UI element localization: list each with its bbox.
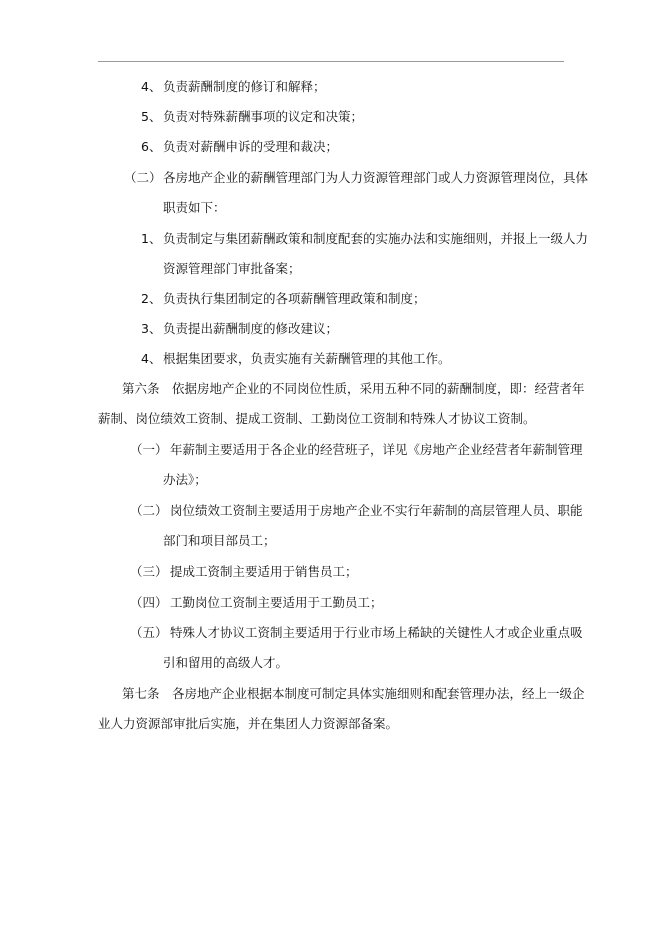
item-text: 负责提出薪酬制度的修改建议； xyxy=(163,321,339,336)
item-text: 岗位绩效工资制主要适用于房地产企业不实行年薪制的高层管理人员、职能 xyxy=(170,503,583,518)
item-text: 特殊人才协议工资制主要适用于行业市场上稀缺的关键性人才或企业重点吸 xyxy=(170,625,583,640)
item-number: 4、 xyxy=(141,79,162,94)
item-number: （五） xyxy=(130,625,168,640)
item-text: 负责薪酬制度的修订和解释； xyxy=(163,79,326,94)
item-text-cont: 资源管理部门审批备案； xyxy=(163,261,301,276)
section-text: 各房地产企业的薪酬管理部门为人力资源管理部门或人力资源管理岗位，具体 xyxy=(163,170,589,185)
item-number: 6、 xyxy=(141,139,162,154)
item-text: 负责制定与集团薪酬政策和制度配套的实施办法和实施细则，并报上一级人力 xyxy=(163,231,589,246)
item-text-cont: 办法》； xyxy=(163,472,207,487)
item-number: （三） xyxy=(130,564,168,579)
article-7-text-cont: 业人力资源部审批后实施，并在集团人力资源部备案。 xyxy=(98,716,399,731)
item-text: 负责对薪酬申诉的受理和裁决； xyxy=(163,139,339,154)
section-number: （二） xyxy=(124,170,162,185)
item-number: （四） xyxy=(130,595,168,610)
item-text: 负责执行集团制定的各项薪酬管理政策和制度； xyxy=(163,291,426,306)
item-text-cont: 部门和项目部员工； xyxy=(163,533,276,548)
header-rule xyxy=(98,61,564,62)
article-6-text: 第六条 依据房地产企业的不同岗位性质，采用五种不同的薪酬制度，即：经营者年 xyxy=(122,381,585,396)
article-7-text: 第七条 各房地产企业根据本制度可制定具体实施细则和配套管理办法，经上一级企 xyxy=(122,686,585,701)
item-number: （一） xyxy=(130,442,168,457)
article-6-text-cont: 薪制、岗位绩效工资制、提成工资制、工勤岗位工资制和特殊人才协议工资制。 xyxy=(98,411,536,426)
item-number: 1、 xyxy=(141,231,162,246)
section-text-cont: 职责如下： xyxy=(163,200,226,215)
item-text-cont: 引和留用的高级人才。 xyxy=(163,655,289,670)
item-text: 提成工资制主要适用于销售员工； xyxy=(170,564,358,579)
item-text: 工勤岗位工资制主要适用于工勤员工； xyxy=(170,595,383,610)
item-number: 4、 xyxy=(141,351,162,366)
item-number: 5、 xyxy=(141,109,162,124)
item-number: 3、 xyxy=(141,321,162,336)
item-text: 负责对特殊薪酬事项的议定和决策； xyxy=(163,109,364,124)
item-text: 年薪制主要适用于各企业的经营班子，详见《房地产企业经营者年薪制管理 xyxy=(170,442,583,457)
item-number: 2、 xyxy=(141,291,162,306)
item-number: （二） xyxy=(130,503,168,518)
item-text: 根据集团要求，负责实施有关薪酬管理的其他工作。 xyxy=(163,351,451,366)
